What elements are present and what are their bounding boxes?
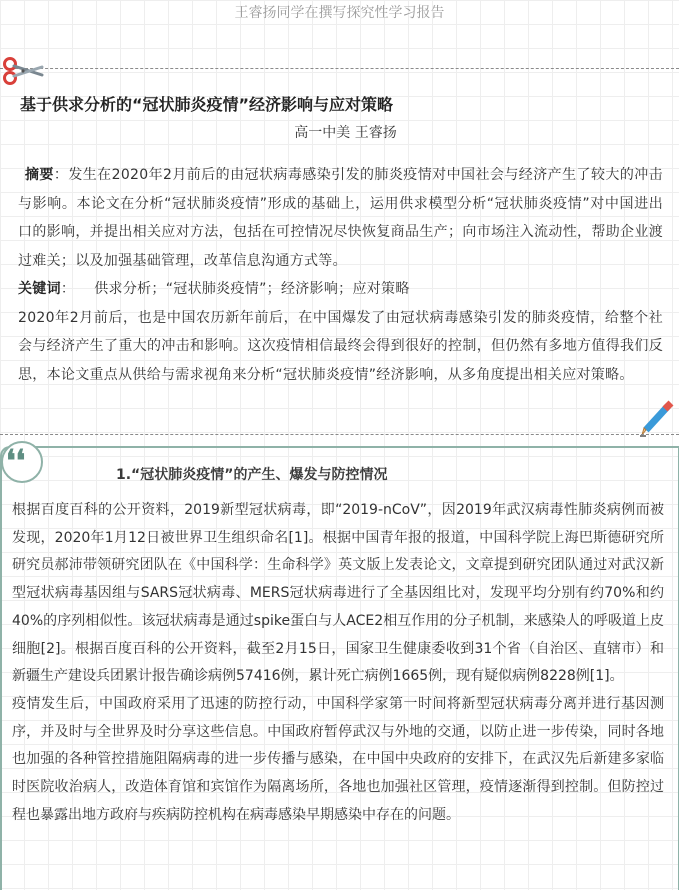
body-paragraph-2: 疫情发生后，中国政府采用了迅速的防控行动，中国科学家第一时间将新型冠状病毒分离并进行基因测序，并及时与全世界及时分享这些信息。中国政府暂停武汉与外地的交通，以防止进一步传染，同时各地也加强的各种管控措施阻隔病毒的进一步传播与感染，在中国中央政府的安排下，在武汉先后新建多家临时医院收治病人，改造体育馆和宾馆作为隔离场所，各地也加强社区管理，疫情逐渐得到控制。但防控过程也暴露出地方政府与疾病防控机构在病毒感染早期感染中存在的问题。 bbox=[12, 695, 664, 823]
abstract-label: 摘要 bbox=[25, 167, 54, 183]
pen-icon bbox=[638, 400, 678, 438]
keywords-paragraph bbox=[18, 275, 663, 304]
scissors-icon bbox=[2, 56, 46, 86]
keywords-separator: ： bbox=[60, 281, 76, 297]
paper-author: 高一中美 王睿扬 bbox=[294, 125, 397, 141]
paper-title: 基于供求分析的“冠状肺炎疫情”经济影响与应对策略 bbox=[20, 95, 394, 114]
abstract-text: 发生在2020年2月前后的由冠状病毒感染引发的肺炎疫情对中国社会与经济产生了较大的冲击与影响。本论文在分析“冠状肺炎疫情”形成的基础上，运用供求模型分析“冠状肺炎疫情”对中国进出口的影响，并提出相关应对方法，包括在可控情况尽快恢复商品生产；向市场注入流动性，帮助企业渡过难关；以及加强基础管理，改革信息沟通方式等。 bbox=[18, 167, 663, 269]
bottom-dashed-divider bbox=[0, 434, 679, 435]
top-dashed-divider bbox=[0, 68, 679, 69]
abstract-separator: ： bbox=[53, 167, 69, 183]
keywords-label: 关键词 bbox=[18, 281, 61, 297]
header-caption: 王睿扬同学在撰写探究性学习报告 bbox=[234, 5, 445, 21]
abstract-block bbox=[18, 161, 663, 389]
body-paragraph-1: 根据百度百科的公开资料，2019新型冠状病毒，即“2019-nCoV”，因2019年武汉病毒性肺炎病例而被发现，2020年1月12日被世界卫生组织命名[1]。根据中国青年报的报道，中国科学院上海巴斯德研究所研究员郝沛带领研究团队在《中国科学：生命科学》英文版上发表论文，文章提到研究团队通过对武汉新型冠状病毒基因组与SARS冠状病毒、MERS冠状病毒进行了全基因组比对，发现平均分别有约70%和约40%的序列相似性。该冠状病毒是通过spike蛋白与人ACE2相互作用的分子机制，来感染人的呼吸道上皮细胞[2]。根据百度百科的公开资料，截至2月15日，国家卫生健康委收到31个省（自治区、直辖市）和新疆生产建设兵团累计报告确诊病例57416例，累计死亡病例1665例，现有疑似病例8228例[1]。 bbox=[12, 502, 664, 685]
quote-icon: ❛❛ bbox=[6, 444, 26, 479]
abstract-paragraph bbox=[18, 161, 663, 275]
section-heading: 1.“冠状肺炎疫情”的产生、爆发与防控情况 bbox=[116, 467, 388, 483]
intro-paragraph: 2020年2月前后，也是中国农历新年前后，在中国爆发了由冠状病毒感染引发的肺炎疫情，给整个社会与经济产生了重大的冲击和影响。这次疫情相信最终会得到很好的控制，但仍然有多地方值得我们反思，本论文重点从供给与需求视角来分析“冠状肺炎疫情”经济影响，从多角度提出相关应对策略。 bbox=[18, 309, 663, 383]
section-body bbox=[12, 497, 664, 829]
keywords-text: 供求分析；“冠状肺炎疫情”；经济影响；应对策略 bbox=[94, 281, 410, 297]
